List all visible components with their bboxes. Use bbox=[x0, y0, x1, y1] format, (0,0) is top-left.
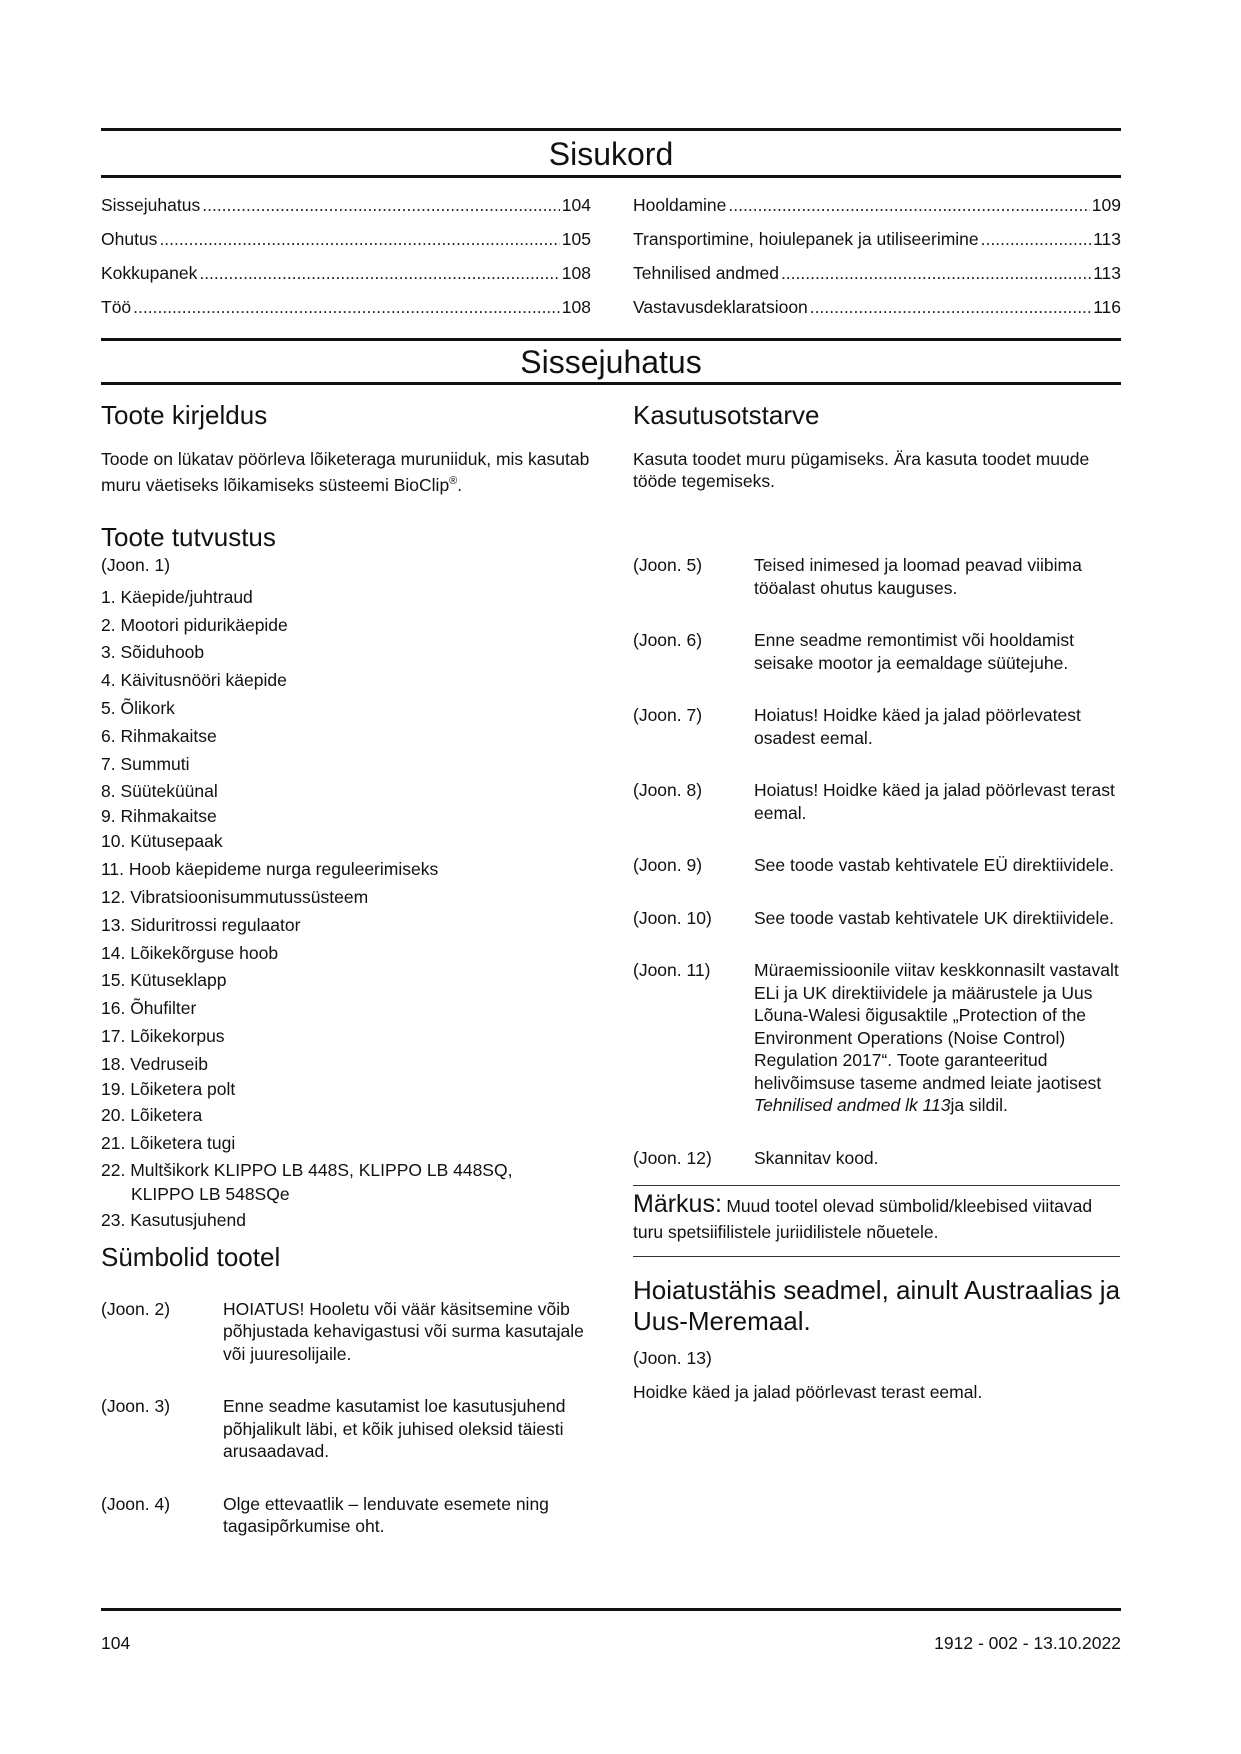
section-top-rule bbox=[101, 338, 1121, 341]
toc-entry[interactable]: Hooldamine ..... 109 bbox=[633, 188, 1121, 222]
symbol-entry: (Joon. 5) Teised inimesed ja loomad peavad viibima tööalast ohutus kauguses. bbox=[633, 555, 1082, 598]
list-item: 8. Süüteküünal bbox=[101, 781, 218, 802]
technical-data-link[interactable]: Tehnilised andmed lk 113 bbox=[754, 1095, 951, 1115]
list-item: 10. Kütusepaak bbox=[101, 831, 223, 852]
symbol-entry: (Joon. 2) HOIATUS! Hooletu või väär käsitsemine võib põhjustada kehavigastusi või surma kasutajale või juuresolijaile. bbox=[101, 1298, 584, 1364]
figure-ref: (Joon. 6) bbox=[633, 630, 703, 650]
list-item: 18. Vedruseib bbox=[101, 1053, 209, 1074]
list-item: 22. Multšikork KLIPPO LB 448S, KLIPPO LB 448SQ, KLIPPO LB 548SQe bbox=[101, 1159, 513, 1204]
symbols-heading: Sümbolid tootel bbox=[101, 1241, 281, 1272]
toc-entry[interactable]: Vastavusdeklaratsioon ..... 116 bbox=[633, 290, 1121, 324]
section-bottom-rule bbox=[101, 382, 1121, 385]
overview-heading: Toote tutvustus bbox=[101, 521, 276, 552]
figure-ref: (Joon. 3) bbox=[101, 1396, 171, 1417]
list-item: 14. Lõikekõrguse hoob bbox=[101, 942, 279, 963]
right-column bbox=[633, 400, 1123, 1403]
figure-ref: (Joon. 4) bbox=[101, 1493, 171, 1514]
warning-label-text: Hoidke käed ja jalad pöörlevast terast eemal. bbox=[633, 1382, 983, 1402]
footer-rule bbox=[101, 1608, 1121, 1611]
list-item: 16. Õhufilter bbox=[101, 998, 197, 1019]
symbol-entry: (Joon. 6) Enne seadme remontimist või hooldamist seisake mootor ja eemaldage süütejuhe. bbox=[633, 630, 1075, 673]
toc-entry[interactable]: Kokkupanek ..... 108 bbox=[101, 256, 591, 290]
toc-left-column bbox=[101, 188, 591, 324]
toc-top-rule bbox=[101, 128, 1121, 131]
list-item: 3. Sõiduhoob bbox=[101, 642, 205, 663]
symbol-entry: (Joon. 4) Olge ettevaatlik – lenduvate esemete ning tagasipõrkumise oht. bbox=[101, 1493, 549, 1537]
warning-label-figure-ref: (Joon. 13) bbox=[633, 1348, 712, 1368]
figure-ref: (Joon. 12) bbox=[633, 1147, 712, 1168]
list-item: 9. Rihmakaitse bbox=[101, 806, 217, 827]
symbol-entry: (Joon. 10) See toode vastab kehtivatele UK direktiividele. bbox=[633, 907, 1114, 928]
parts-list bbox=[101, 584, 591, 1232]
list-item: 15. Kütuseklapp bbox=[101, 970, 227, 991]
symbol-entry: (Joon. 9) See toode vastab kehtivatele EÜ direktiividele. bbox=[633, 855, 1114, 875]
list-item: 4. Käivitusnööri käepide bbox=[101, 670, 287, 691]
toc-bottom-rule bbox=[101, 175, 1121, 178]
document-page bbox=[101, 0, 1121, 1754]
symbol-entry: (Joon. 3) Enne seadme kasutamist loe kasutusjuhend põhjalikult läbi, et kõik juhised oleksid täiesti arusaadavad. bbox=[101, 1396, 566, 1462]
figure-ref: (Joon. 9) bbox=[633, 855, 703, 875]
symbol-entry: (Joon. 12) Skannitav kood. bbox=[633, 1147, 879, 1168]
toc-entry[interactable]: Ohutus ..... 105 bbox=[101, 222, 591, 256]
list-item: 11. Hoob käepideme nurga reguleerimiseks bbox=[101, 859, 439, 880]
list-item: 20. Lõiketera bbox=[101, 1104, 203, 1125]
list-item: 1. Käepide/juhtraud bbox=[101, 586, 253, 607]
page-number: 104 bbox=[101, 1633, 131, 1653]
toc-entry[interactable]: Töö ..... 108 bbox=[101, 290, 591, 324]
figure-ref: (Joon. 5) bbox=[633, 555, 703, 575]
warning-label-heading: Hoiatustähis seadmel, ainult Austraalias ja Uus-Meremaal. bbox=[633, 1275, 1121, 1336]
toc-title: Sisukord bbox=[548, 136, 674, 172]
list-item: 23. Kasutusjuhend bbox=[101, 1209, 246, 1230]
intended-use-text: Kasuta toodet muru pügamiseks. Ära kasuta toodet muude tööde tegemiseks. bbox=[633, 449, 1090, 491]
list-item: 12. Vibratsioonisummutussüsteem bbox=[101, 887, 369, 907]
figure-ref: (Joon. 7) bbox=[633, 705, 703, 725]
section-title: Sissejuhatus bbox=[520, 344, 702, 380]
list-item: 19. Lõiketera polt bbox=[101, 1078, 236, 1099]
list-item: 2. Mootori pidurikäepide bbox=[101, 614, 288, 635]
toc-entry[interactable]: Sissejuhatus ..... 104 bbox=[101, 188, 591, 222]
figure-ref: (Joon. 8) bbox=[633, 780, 703, 800]
toc-right-column bbox=[633, 188, 1121, 324]
note-title: Märkus: bbox=[633, 1190, 722, 1218]
toc-entry[interactable]: Tehnilised andmed ..... 113 bbox=[633, 256, 1121, 290]
left-column bbox=[101, 400, 591, 1538]
figure-ref: (Joon. 10) bbox=[633, 907, 712, 928]
list-item: 6. Rihmakaitse bbox=[101, 725, 217, 746]
document-code: 1912 - 002 - 13.10.2022 bbox=[934, 1633, 1121, 1653]
toc-entry[interactable]: Transportimine, hoiulepanek ja utiliseerimine ..... 113 bbox=[633, 222, 1121, 256]
symbol-entry-noise: (Joon. 11) Müraemissioonile viitav keskkonnasilt vastavalt ELi ja UK direktiividele ja määrustele ja Uus Lõuna-Walesi õigusaktile „Protection of the Environment Operations (Noise Control) Regulation 2017“. Toote garanteeritud helivõimsuse taseme andmed leiate jaotisest Tehnilised andmed lk 113ja sildil. bbox=[633, 960, 1119, 1115]
symbol-entry: (Joon. 8) Hoiatus! Hoidke käed ja jalad pöörlevast terast eemal. bbox=[633, 780, 1115, 823]
overview-figure-ref: (Joon. 1) bbox=[101, 554, 171, 575]
description-text: Toode on lükatav pöörleva lõiketeraga muruniiduk, mis kasutab muru väetiseks lõikamiseks süsteemi BioClip®. bbox=[101, 449, 590, 495]
figure-ref: (Joon. 11) bbox=[633, 960, 711, 980]
intended-use-heading: Kasutusotstarve bbox=[633, 400, 820, 430]
list-item: 21. Lõiketera tugi bbox=[101, 1132, 236, 1153]
list-item: 7. Summuti bbox=[101, 753, 190, 774]
figure-ref: (Joon. 2) bbox=[101, 1298, 171, 1319]
symbol-entry: (Joon. 7) Hoiatus! Hoidke käed ja jalad pöörlevatest osadest eemal. bbox=[633, 705, 1081, 748]
list-item: 17. Lõikekorpus bbox=[101, 1025, 225, 1046]
note-text: Muud tootel olevad sümbolid/kleebised viitavad turu spetsiifilistele juriidilistele nõuetele. bbox=[633, 1196, 1093, 1242]
list-item: 5. Õlikork bbox=[101, 698, 175, 719]
note-box bbox=[633, 1185, 1120, 1257]
description-heading: Toote kirjeldus bbox=[101, 400, 268, 430]
list-item: 13. Siduritrossi regulaator bbox=[101, 914, 301, 935]
